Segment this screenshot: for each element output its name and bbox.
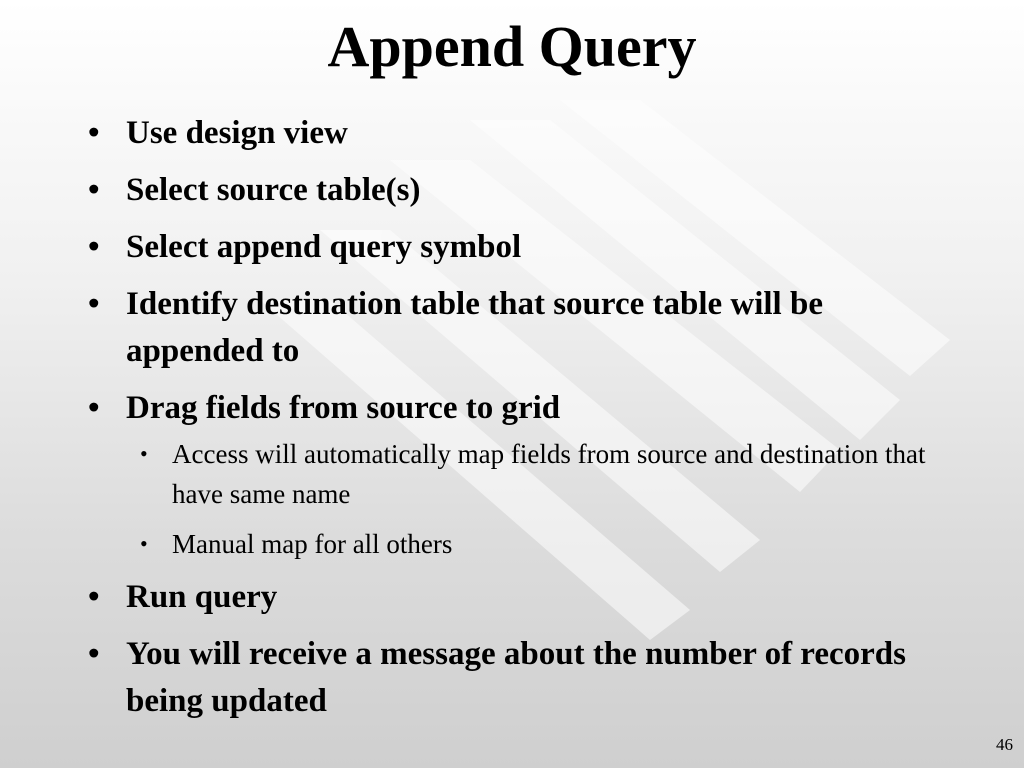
sub-bullet-list: [126, 434, 944, 564]
bullet-text: Run query: [126, 579, 278, 615]
slide-title: Append Query: [327, 14, 697, 79]
bullet-item: [0, 574, 1024, 621]
page-number: 46: [996, 735, 1013, 754]
sub-bullet-text: Access will automatically map fields from source and destination that have same name: [172, 439, 926, 509]
bullet-item: [0, 281, 1024, 375]
bullet-item: [0, 631, 1024, 725]
bullet-item: [0, 224, 1024, 271]
bullet-item: [0, 167, 1024, 214]
bullet-text: Select source table(s): [126, 172, 421, 208]
bullet-text: Identify destination table that source table will be appended to: [126, 286, 823, 369]
bullet-text: Use design view: [126, 115, 348, 151]
sub-bullet-item: [126, 434, 944, 514]
bullet-text: Select append query symbol: [126, 229, 522, 265]
bullet-text: Drag fields from source to grid: [126, 390, 561, 426]
bullet-item: [0, 110, 1024, 157]
bullet-text: You will receive a message about the number of records being updated: [126, 636, 906, 719]
bullet-list: [0, 110, 1024, 735]
bullet-item: [0, 385, 1024, 564]
sub-bullet-text: Manual map for all others: [172, 529, 453, 559]
sub-bullet-item: [126, 524, 944, 564]
